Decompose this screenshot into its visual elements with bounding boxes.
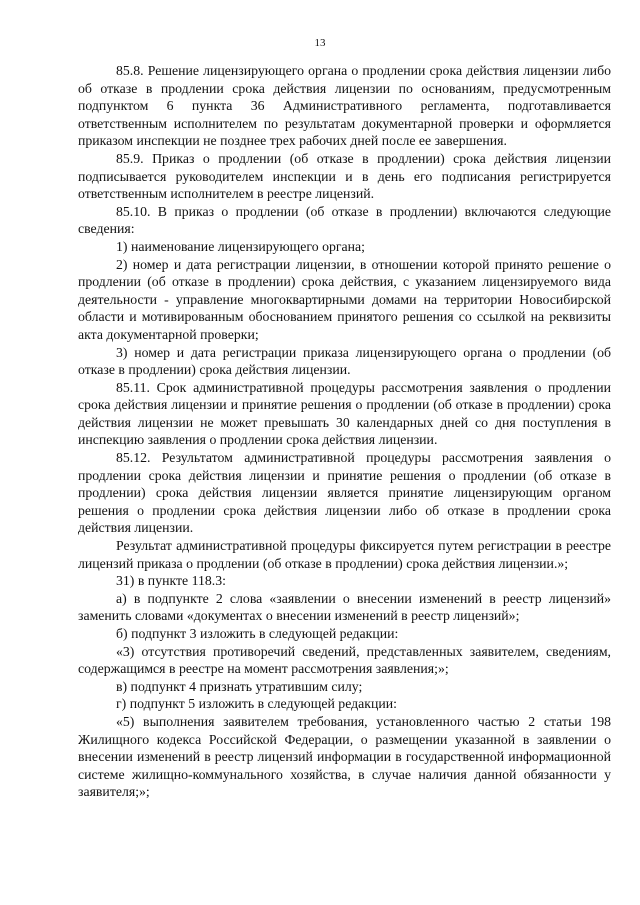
paragraph-result: Результат административной процедуры фиксируется путем регистрации в реестре лицензий приказа о продлении (об отказе в продлении) срока действия лицензии.»; (78, 538, 611, 571)
paragraph-85-11: 85.11. Срок административной процедуры рассмотрения заявления о продлении срока действия лицензии и принятие решения о продлении (об отказе в продлении) срока действия лицензии не может превышать 30 календарных дней со дня поступления в инспекцию заявления о продлении срока действия лицензии. (78, 379, 611, 448)
document-body (78, 62, 611, 801)
paragraph-85-12: 85.12. Результатом административной процедуры рассмотрения заявления о продлении срока действия лицензии и принятие решения о продлении (об отказе в продлении) срока действия лицензии является принятие лицензирующим органом решения о продлении срока действия лицензии либо об отказе в продлении срока действия лицензии. (78, 450, 611, 536)
subparagraph-g: г) подпункт 5 изложить в следующей редакции: (116, 696, 397, 712)
paragraph-85-9: 85.9. Приказ о продлении (об отказе в продлении) срока действия лицензии подписывается руководителем инспекции и в день его подписания регистрируется ответственным исполнителем в реестре лицензий. (78, 150, 611, 202)
list-item-2: 2) номер и дата регистрации лицензии, в отношении которой принято решение о продлении (об отказе в продлении) срока действия, с указанием лицензируемого вида деятельности - управление многоквартирными домами на территории Новосибирской области и мотивированным обоснованием принятого решения со ссылкой на реквизиты акта документарной проверки; (78, 256, 611, 342)
subparagraph-g-text: «5) выполнения заявителем требования, установленного частью 2 статьи 198 Жилищного кодекса Российской Федерации, о размещении указанной в заявлении о внесении изменений в реестр лицензий информации в государственной информационной системе жилищно-коммунального хозяйства, в случае наличия данной обязанности у заявителя;»; (78, 713, 611, 800)
page-number: 13 (314, 37, 326, 49)
paragraph-85-8: 85.8. Решение лицензирующего органа о продлении срока действия лицензии либо об отказе в продлении срока действия лицензии по основаниям, предусмотренным подпунктом 6 пункта 36 Административного регламента, подготавливается ответственным исполнителем по результатам документарной проверки и оформляется приказом инспекции не позднее трех рабочих дней после ее завершения. (78, 63, 611, 149)
subparagraph-b-text: «3) отсутствия противоречий сведений, представленных заявителем, сведениям, содержащимся в реестре на момент рассмотрения заявления;»; (78, 643, 611, 677)
paragraph-85-10: 85.10. В приказ о продлении (об отказе в продлении) включаются следующие сведения: (78, 203, 611, 237)
list-item-3: 3) номер и дата регистрации приказа лицензирующего органа о продлении (об отказе в продлении) срока действия лицензии. (78, 344, 611, 378)
subparagraph-b: б) подпункт 3 изложить в следующей редакции: (116, 626, 399, 641)
subparagraph-a: а) в подпункте 2 слова «заявлении о внесении изменений в реестр лицензий» заменить словами «документах о внесении изменений в реестр лицензий»; (78, 590, 611, 624)
list-item-1: 1) наименование лицензирующего органа; (116, 238, 366, 254)
paragraph-31: 31) в пункте 118.3: (116, 573, 226, 589)
subparagraph-v: в) подпункт 4 признать утратившим силу; (116, 678, 363, 694)
